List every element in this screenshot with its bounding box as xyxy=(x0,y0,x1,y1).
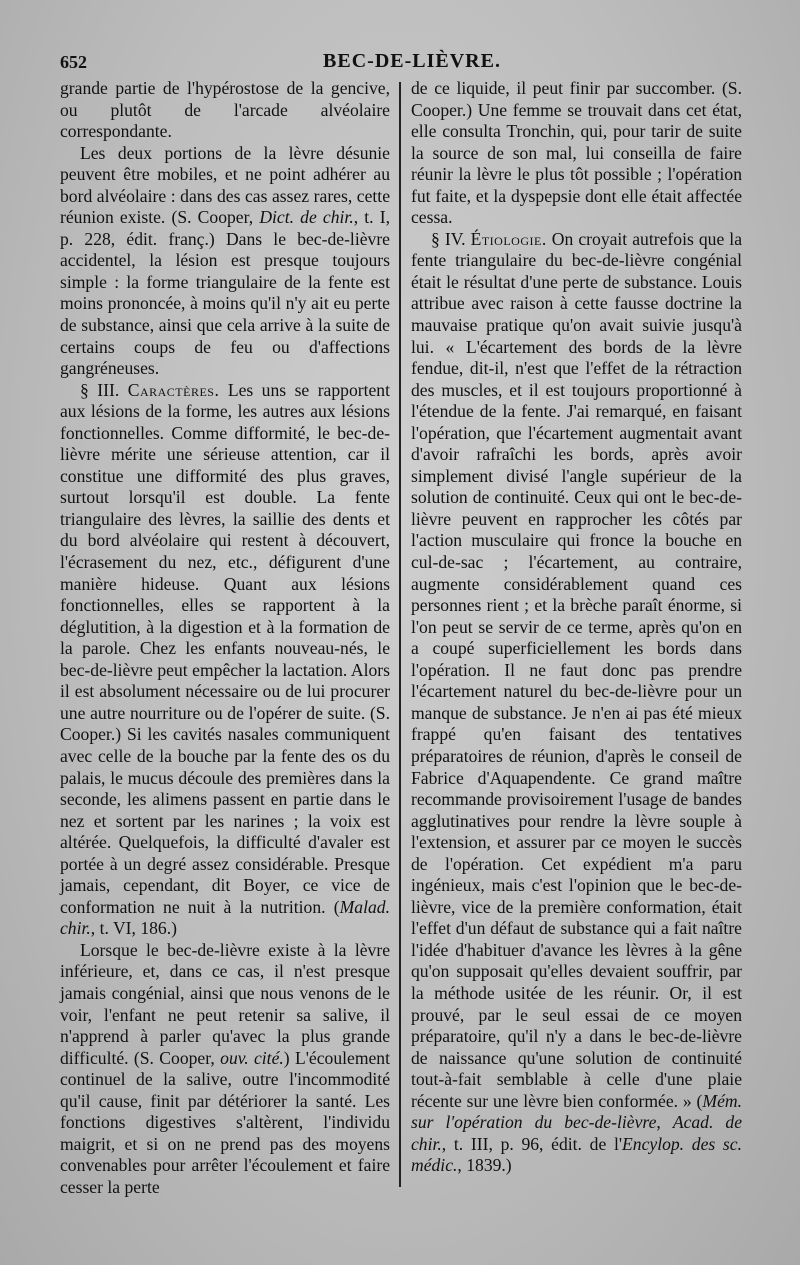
left-column xyxy=(60,78,390,1198)
citation: Mém. sur l'opération du bec-de-lièvre xyxy=(411,1090,742,1133)
section-number: § IV. xyxy=(431,228,466,249)
citation: Encylop. des sc. médic. xyxy=(411,1133,742,1176)
paragraph: Lorsque le bec-de-lièvre existe à la lèvre inférieure, et, dans ce cas, il n'est presque jamais congénial, ainsi que nous venons de le voir, l'enfant ne peut retenir sa salive, il n'apprend à parler qu'avec la plus grande difficulté. (S. Cooper, ouv. cité.) L'écoulement continuel de la salive, outre l'incommodité qu'il cause, finit par détériorer la santé. Les fonctions digestives s'altèrent, l'individu maigrit, et si on ne prend pas des moyens convenables pour arrêter l'écoulement et faire cesser la perte xyxy=(60,939,390,1197)
section-paragraph: § IV. Étiologie. On croyait autrefois que la fente triangulaire du bec-de-lièvre congénial était le résultat d'une perte de substance. Louis attribue avec raison à cette fausse doctrine la mauvaise pratique qu'on avait suivie jusqu'à lui. « L'écartement des bords de la lèvre fendue, dit-il, n'est que l'effet de la rétraction des muscles, et il est toujours proportionné à l'étendue de la fente. J'ai remarqué, en faisant l'opération, que l'écartement augmentait avant d'avoir rafraîchi les bords, après avoir simplement divisé l'angle supérieur de la solution de continuité. Ceux qui ont le bec-de-lièvre peuvent en rapprocher les côtés par l'action musculaire qui fronce la bouche en cul-de-sac ; l'écartement, au contraire, augmente considérablement quand ces personnes rient ; et la brèche paraît énorme, si l'on peut se servir de ce terme, après qu'on en a coupé superficiellement les bords dans l'opération. Il ne faut donc pas prendre l'écartement naturel du bec-de-lièvre pour un manque de substance. Je n'en ai pas été mieux frappé qu'en faisant des tentatives préparatoires de réunion, d'après le conseil de Fabrice d'Aquapendente. Ce grand maître recommande provisoirement l'usage de bandes agglutinatives pour rendre la lèvre souple à l'extension, et assurer par ce moyen le succès de l'opération. Cet expédient m'a paru ingénieux, mais c'est l'opinion que le bec-de-lièvre, vice de la première conformation, était l'effet d'un défaut de substance qui a fait naître l'idée d'habituer d'avance les lèvres à la gêne qu'on supposait qu'elles devaient souffrir, par la méthode usitée de les réunir. Or, il est prouvé, par le seul essai de ce moyen préparatoire, qu'il n'y a dans le bec-de-lièvre de naissance qu'une solution de continuité tout-à-fait semblable à celle d'une plaie récente sur une lèvre bien conformée. » (Mém. sur l'opération du bec-de-lièvre, Acad. de chir., t. III, p. 96, édit. de l'Encylop. des sc. médic., 1839.) xyxy=(411,228,743,1176)
paragraph: de ce liquide, il peut finir par succomber. (S. Cooper.) Une femme se trouvait dans cet état, elle consulta Tronchin, qui, pour tarir de suite la source de son mal, lui conseilla de faire réunir la lèvre le plus tôt possible ; l'opération fut faite, et la dyspepsie dont elle était affectée cessa. xyxy=(411,78,742,228)
page-number: 652 xyxy=(60,52,87,72)
citation: Malad. chir. xyxy=(60,896,390,939)
page-header xyxy=(60,48,764,76)
citation: ouv. cité. xyxy=(220,1047,284,1068)
running-title: BEC-DE-LIÈVRE. xyxy=(323,50,501,72)
right-column xyxy=(411,78,742,1177)
citation: Dict. de chir. xyxy=(259,207,354,228)
section-paragraph: § III. Caractères. Les uns se rapportent aux lésions de la forme, les autres aux lésions fonctionnelles. Comme difformité, le bec-de-lièvre mérite une sérieuse attention, car il constitue une difformité des plus graves, surtout lorsqu'il est double. La fente triangulaire des lèvres, la saillie des dents et du bord alvéolaire qui restent à découvert, l'écrasement du nez, etc., défigurent d'une manière hideuse. Quant aux lésions fonctionnelles, elles se rapportent à la déglutition, à la digestion et à la formation de la parole. Chez les enfants nouveau-nés, le bec-de-lièvre peut empêcher la lactation. Alors il est absolument nécessaire ou de lui procurer une autre nourriture ou de l'opérer de suite. (S. Cooper.) Si les cavités nasales communiquent avec celle de la bouche par la fente des os du palais, le mucus découle des premières dans la seconde, les alimens passent en partie dans le nez et sortent par les narines ; la voix est altérée. Quelquefois, la difficulté d'avaler est portée à un degré assez considérable. Presque jamais, cependant, dit Boyer, ce vice de conformation ne nuit à la nutrition. (Malad. chir., t. VI, 186.) xyxy=(60,379,390,939)
paragraph: grande partie de l'hypérostose de la gencive, ou plutôt de l'arcade alvéolaire correspondante. xyxy=(60,78,390,142)
paragraph: Les deux portions de la lèvre désunie peuvent être mobiles, et ne point adhérer au bord alvéolaire : dans des cas assez rares, cette réunion existe. (S. Cooper, Dict. de chir., t. I, p. 228, édit. franç.) Dans le bec-de-lièvre accidentel, la lésion est presque toujours simple : la forme triangulaire de la fente est moins prononcée, à moins qu'il n'y ait eu perte de substance, ainsi que cela arrive à la suite de certains coups de feu ou d'affections gangréneuses. xyxy=(60,142,390,379)
citation: Acad. de chir. xyxy=(411,1112,743,1154)
section-number: § III. xyxy=(80,379,120,400)
section-heading: Étiologie. xyxy=(470,228,547,249)
section-heading: Caractères. xyxy=(127,379,220,400)
column-divider xyxy=(399,82,401,1187)
